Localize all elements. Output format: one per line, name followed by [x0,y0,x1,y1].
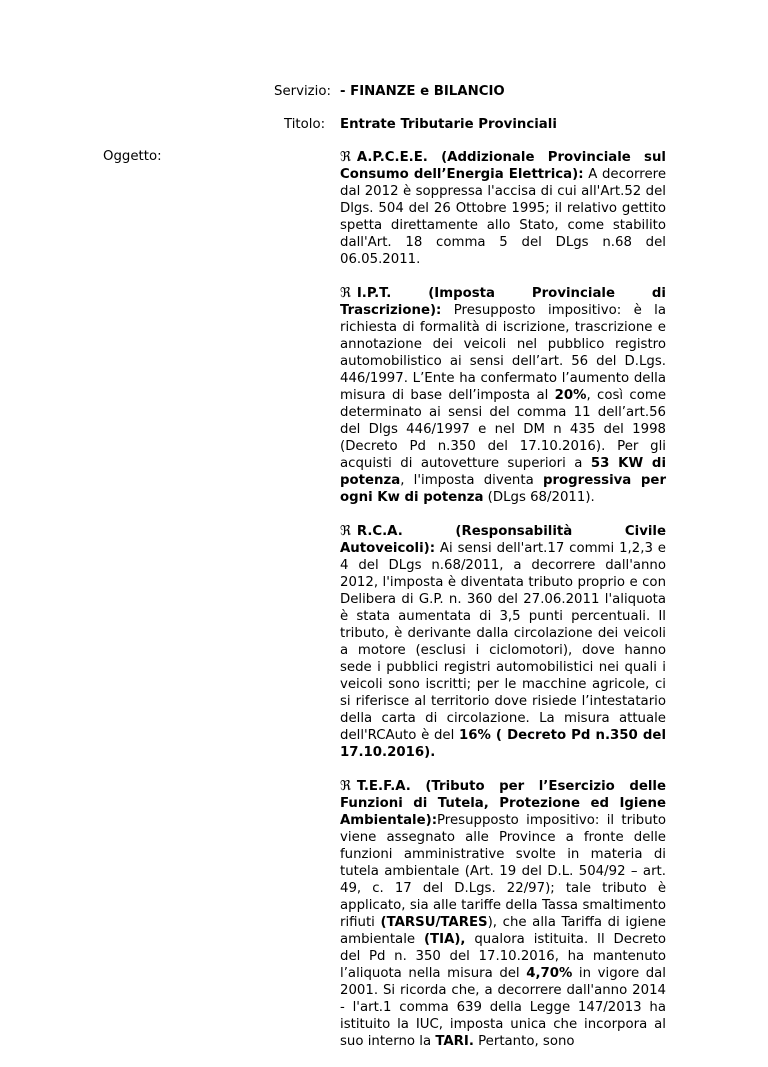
tefa-text-5: Pertanto, sono [473,1034,575,1049]
paragraph-rca [340,523,666,761]
bullet-icon: ℜ [340,524,351,539]
paragraph-tefa [340,778,666,1050]
bullet-icon: ℜ [340,286,351,301]
ipt-text-4: (DLgs 68/2011). [483,490,595,505]
servizio-value: - FINANZE e BILANCIO [340,84,505,99]
tefa-bold-4: TARI. [435,1034,474,1049]
ipt-bold-2: 53 KW di potenza [340,456,667,488]
oggetto-content [340,149,666,1067]
tefa-bold-2: (TIA), [423,932,466,947]
apcee-text: A decorrere dal 2012 è soppressa l'accisa di cui all'Art.52 del Dlgs. 504 del 26 Ottobre 1995; il relativo gettito spetta direttamente allo Stato, come stabilito dall'Art. 18 comma 5 del DLgs n.68 del 06.05.2011. [340,167,667,267]
tefa-bold-1: (TARSU/TARES [380,915,488,930]
servizio-label: Servizio: [274,84,331,99]
rca-bold-1: 16% ( Decreto Pd n.350 del 17.10.2016). [340,728,667,760]
tefa-text-2: ), che alla Tariffa di igiene ambientale [340,915,666,947]
tefa-heading: T.E.F.A. (Tributo per l’Esercizio delle Funzioni di Tutela, Protezione ed Igiene Ambientale): [340,779,666,828]
ipt-text-1: Presupposto impositivo: è la richiesta di formalità di iscrizione, trascrizione e annotazione dei veicoli nel pubblico registro automobilistico ai sensi dell’art. 56 del D.Lgs. 446/1997. L’Ente ha confermato l’aumento della misura di base dell’imposta al [340,303,666,403]
ipt-heading: I.P.T. (Imposta Provinciale di Trascrizione): [340,286,666,318]
paragraph-ipt [340,285,666,506]
ipt-text-3: , l'imposta diventa [400,473,543,488]
titolo-label: Titolo: [284,117,326,132]
titolo-value: Entrate Tributarie Provinciali [340,117,557,132]
oggetto-label: Oggetto: [103,149,162,164]
tefa-text-3: qualora istituita. Il Decreto del Pd n. 350 del 17.10.2016, ha mantenuto l’aliquota nella misura del [340,932,666,981]
ipt-bold-3: progressiva per ogni Kw di potenza [340,473,667,505]
apcee-heading: A.P.C.E.E. (Addizionale Provinciale sul Consumo dell’Energia Elettrica): [340,150,666,182]
paragraph-apcee [340,149,666,268]
tefa-text-1: Presupposto impositivo: il tributo viene assegnato alle Province a fronte delle funzioni amministrative svolte in materia di tutela ambientale (Art. 19 del D.L. 504/92 – art. 49, c. 17 del D.Lgs. 22/97); tale tributo è applicato, sia alle tariffe della Tassa smaltimento rifiuti [340,813,666,930]
bullet-icon: ℜ [340,150,351,165]
tefa-text-4: in vigore dal 2001. Si ricorda che, a decorrere dall'anno 2014 - l'art.1 comma 639 della Legge 147/2013 ha istituito la IUC, imposta unica che incorpora al suo interno la [340,966,666,1049]
tefa-bold-3: 4,70% [526,966,573,981]
rca-text-1: Ai sensi dell'art.17 commi 1,2,3 e 4 del DLgs n.68/2011, a decorrere dall'anno 2012, l'imposta è diventata tributo proprio e con Delibera di G.P. n. 360 del 27.06.2011 l'aliquota è stata aumentata di 3,5 punti percentuali. Il tributo, è derivante dalla circolazione dei veicoli a motore (esclusi i ciclomotori), dove hanno sede i pubblici registri automobilistici nei quali i veicoli sono iscritti; per le macchine agricole, ci si riferisce al territorio dove risiede l’intestatario della carta di circolazione. La misura attuale dell'RCAuto è del [340,541,666,743]
ipt-text-2: , così come determinato ai sensi del comma 11 dell’art.56 del Dlgs 446/1997 e nel DM n 435 del 1998 (Decreto Pd n.350 del 17.10.2016). Per gli acquisti di autovetture superiori a [340,388,666,471]
bullet-icon: ℜ [340,779,351,794]
ipt-bold-1: 20% [554,388,587,403]
rca-heading: R.C.A. (Responsabilità Civile Autoveicoli): [340,524,666,556]
